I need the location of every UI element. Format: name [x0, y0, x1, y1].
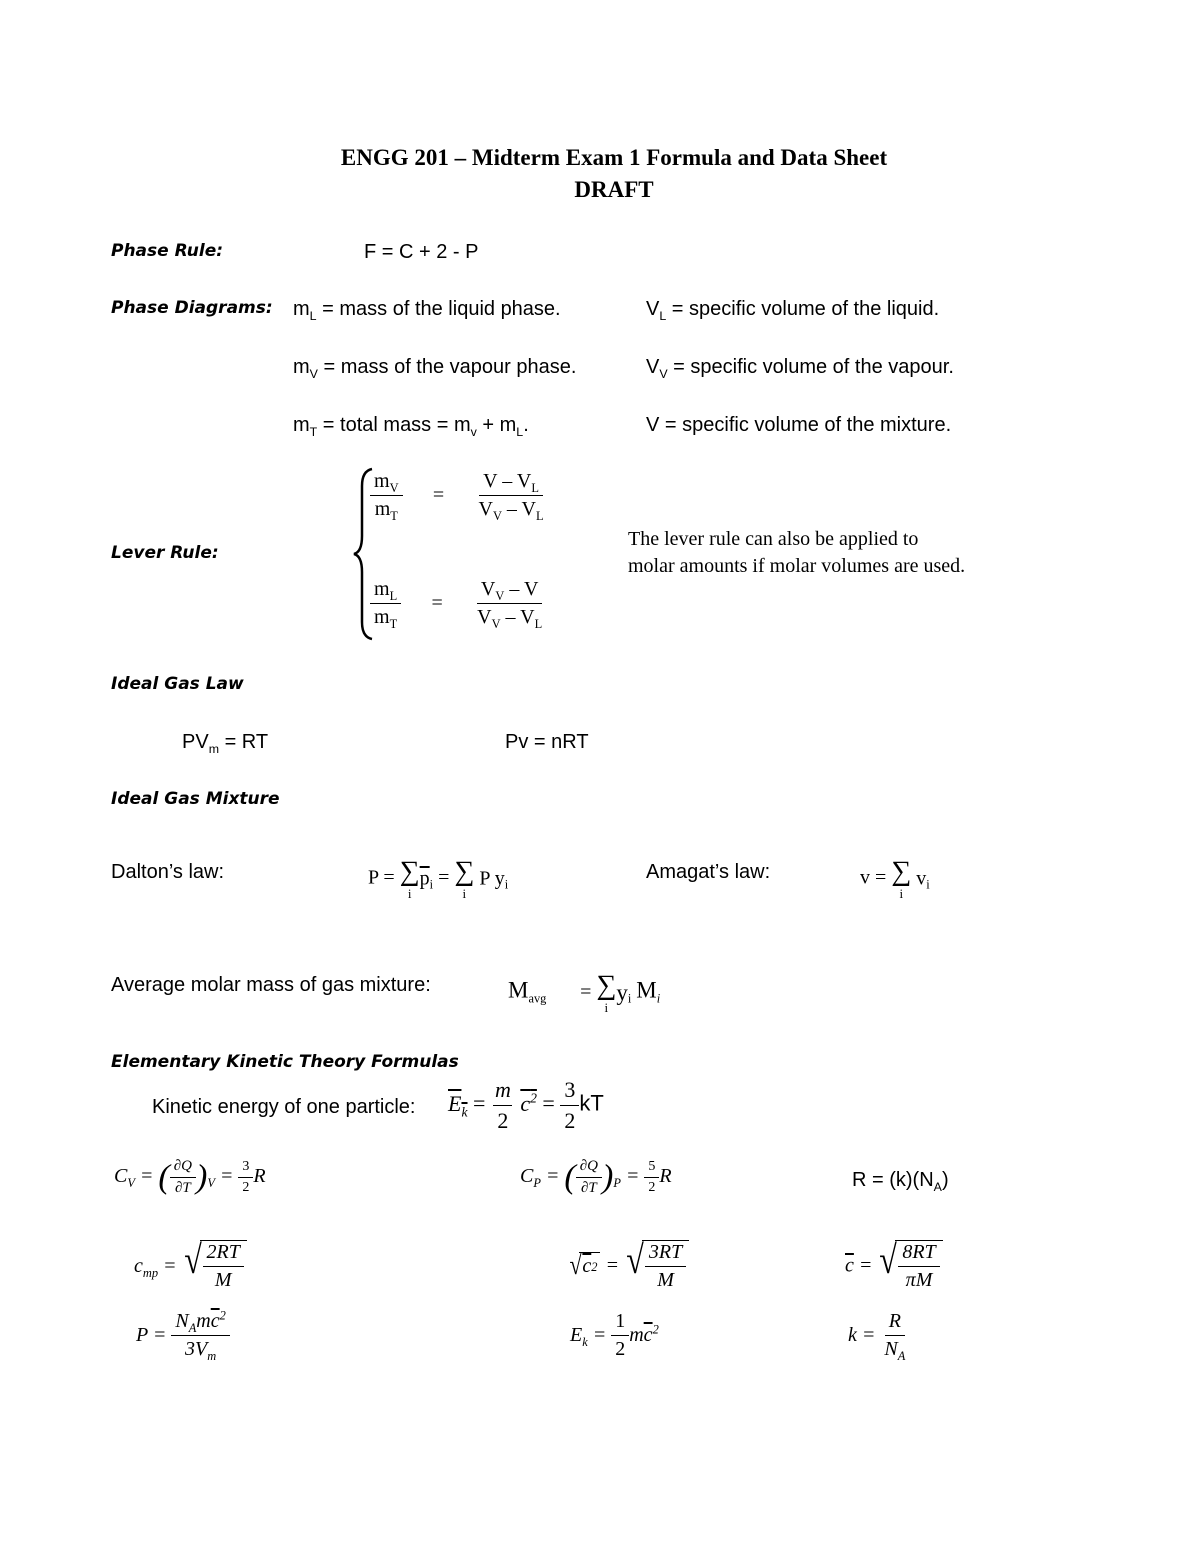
ideal-gas-law-formula: Pv = nRT	[505, 731, 589, 753]
daltons-law-label: Dalton’s law:	[111, 861, 225, 883]
V-definition: V = specific volume of the mixture.	[646, 414, 952, 436]
amagats-law-label: Amagat’s law:	[646, 861, 771, 883]
average-molar-mass-label: Average molar mass of gas mixture:	[111, 974, 431, 996]
phase-diagrams-label: Phase Diagrams:	[111, 298, 273, 318]
phase-rule-formula: F = C + 2 - P	[364, 241, 479, 263]
lever-rule-note-line2: molar amounts if molar volumes are used.	[628, 555, 966, 577]
most-probable-speed-formula: $c_{mp}$ = √ $\frac{2RT}{M}$	[134, 1240, 247, 1292]
ideal-gas-law-label: Ideal Gas Law	[111, 674, 244, 694]
kinetic-energy-mean-formula: $E_k$ = $\frac{1}{2}$ $m\overline{c}^2$	[570, 1310, 659, 1360]
cv-formula: $C_V$ = ( $\frac{\partial Q}{\partial T}$ )$_V$ = $\frac{3}{2}$ R	[114, 1158, 266, 1196]
mean-speed-formula: $\overline{c}$ = √ $\frac{8RT}{\pi M}$	[845, 1240, 943, 1292]
lever-rule-note-line1: The lever rule can also be applied to	[628, 528, 919, 550]
ideal-gas-law-molar-formula: $PV_m$ = RT	[182, 731, 269, 756]
average-molar-mass-formula: $M_{avg}$ = ∑ i $y_i$ $M_i$	[508, 970, 661, 1015]
boltzmann-constant-formula: k = $\frac{R}{N_A}$	[848, 1310, 906, 1363]
mL-definition: $m_L$ = mass of the liquid phase.	[293, 298, 561, 323]
daltons-law-formula: P = ∑ i $\overline{p}_i$ = ∑ i P $y_i$	[368, 856, 509, 901]
lever-rule-label: Lever Rule:	[111, 543, 219, 563]
gas-constant-formula: $R = (k)(N_A)$	[852, 1169, 949, 1194]
kinetic-energy-formula: $E_k$ = $\frac{m}{2}$ $c^2$ = $\frac{3}{2}$ kT	[448, 1077, 604, 1133]
kinetic-pressure-formula: P = $\frac{N_Am\overline{c}^2}{3V_m}$	[136, 1310, 230, 1361]
amagats-law-formula: v = ∑ i $v_i$	[860, 856, 930, 901]
mT-definition: $m_T$ = total mass = $m_v + m_L$.	[293, 414, 529, 439]
mV-definition: $m_V$ = mass of the vapour phase.	[293, 356, 577, 381]
VV-definition: $V_V$ = specific volume of the vapour.	[646, 356, 954, 381]
kinetic-energy-label: Kinetic energy of one particle:	[152, 1096, 416, 1118]
page-subtitle: DRAFT	[574, 177, 654, 202]
phase-rule-label: Phase Rule:	[111, 241, 224, 261]
kinetic-theory-label: Elementary Kinetic Theory Formulas	[111, 1052, 459, 1072]
page-title: ENGG 201 – Midterm Exam 1 Formula and Data Sheet	[340, 145, 888, 170]
ideal-gas-mixture-label: Ideal Gas Mixture	[111, 789, 280, 809]
VL-definition: $V_L$ = specific volume of the liquid.	[646, 298, 940, 323]
lever-rule-liquid-equation: $\frac{m_L}{m_T}$ = $\frac{V_V - V}{V_V - V_L}$	[370, 578, 546, 629]
lever-rule-vapour-equation: $\frac{m_V}{m_T}$ = $\frac{V - V_L}{V_V - V_L}$	[370, 470, 548, 521]
cp-formula: $C_P$ = ( $\frac{\partial Q}{\partial T}$ )$_P$ = $\frac{5}{2}$ R	[520, 1158, 672, 1196]
rms-speed-formula: √ c 2 = √ $\frac{3RT}{M}$	[568, 1240, 689, 1292]
